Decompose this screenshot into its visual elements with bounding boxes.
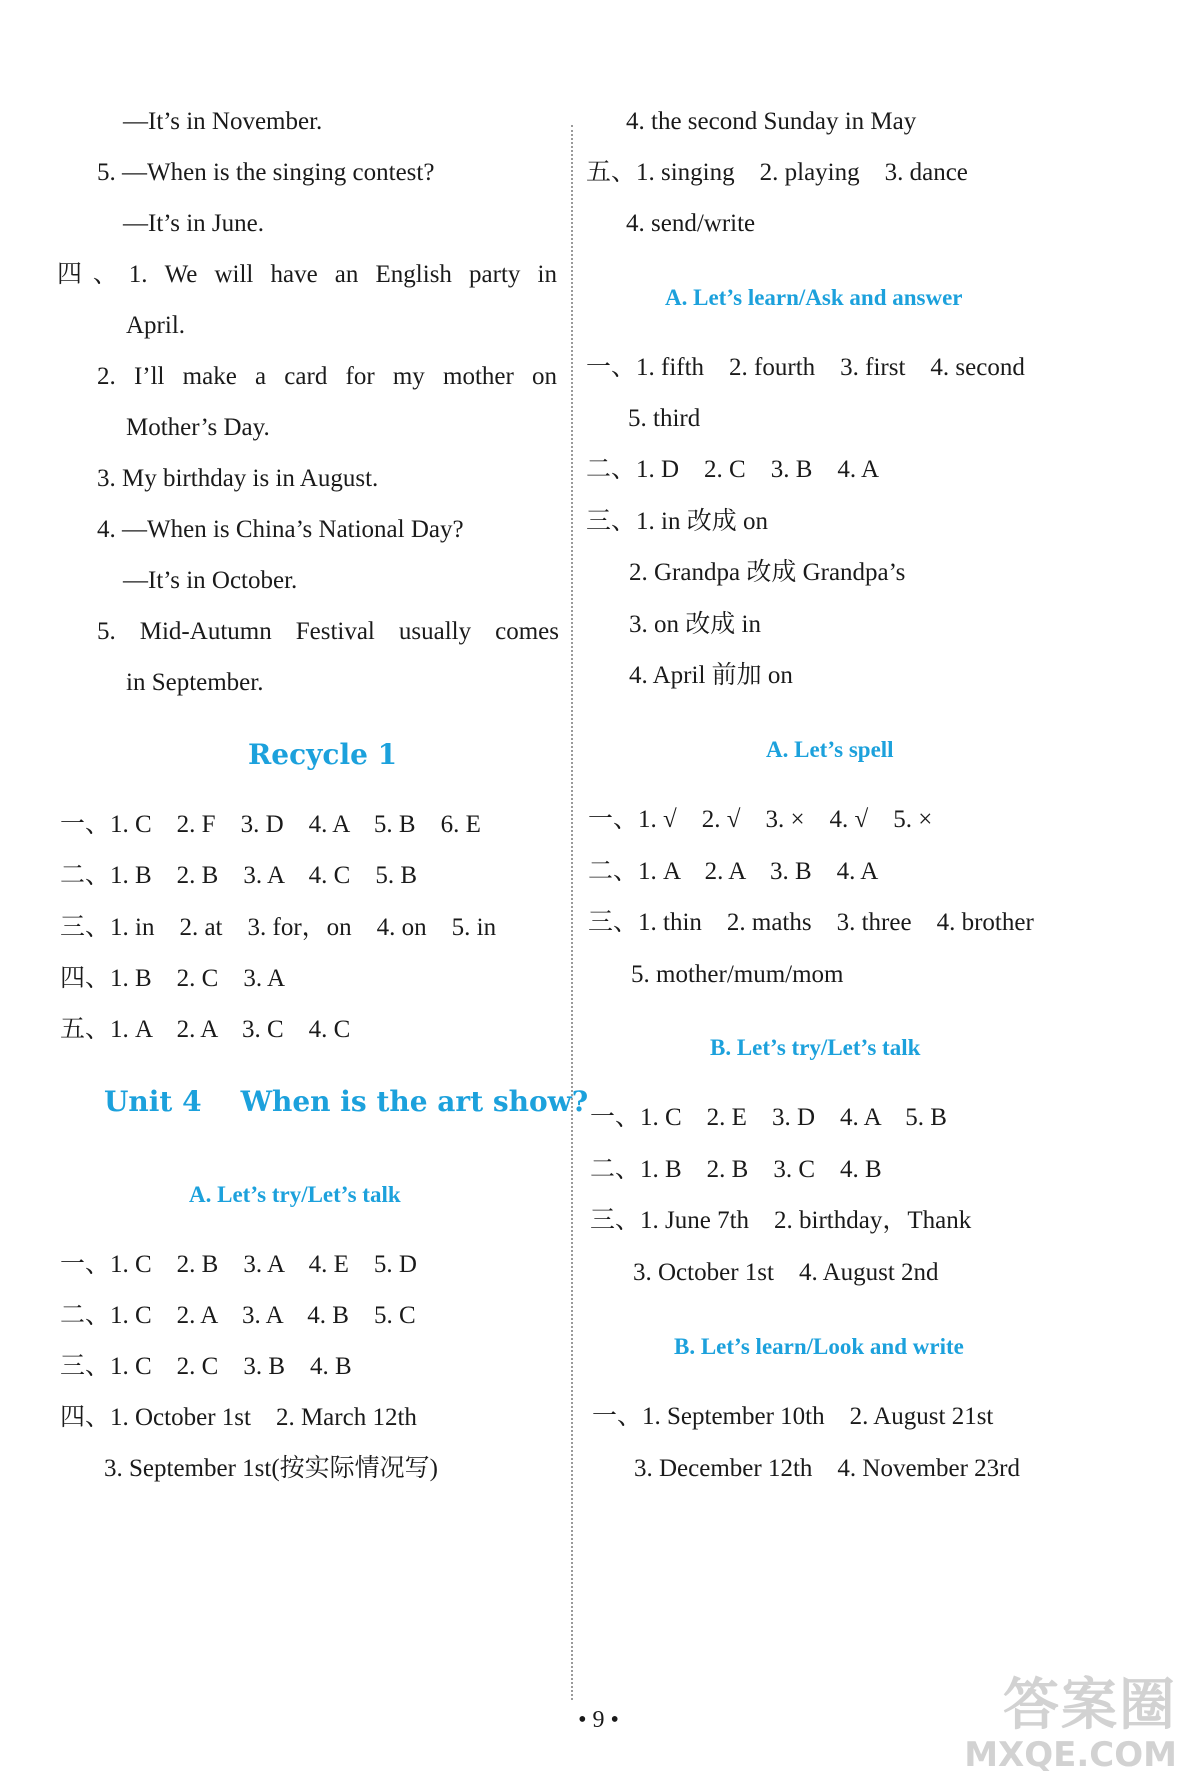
section-heading: B. Let’s try/Let’s talk: [710, 1035, 921, 1060]
answer-line: 三、1. in 2. at 3. for，on 4. on 5. in: [60, 914, 497, 941]
answer-line: 四、1. October 1st 2. March 12th: [60, 1404, 417, 1431]
column-divider: [571, 125, 573, 1700]
answer-line: 5. mother/mum/mom: [631, 961, 844, 988]
answer-line: 2. Grandpa 改成 Grandpa’s: [629, 559, 906, 586]
unit-title: Unit 4 When is the art show?: [104, 1085, 589, 1118]
answer-line: 一、1. September 10th 2. August 21st: [592, 1403, 994, 1430]
answer-line: 3. My birthday is in August.: [97, 465, 379, 492]
answer-line: 二、1. B 2. B 3. A 4. C 5. B: [60, 862, 417, 889]
section-heading: A. Let’s spell: [766, 737, 894, 762]
answer-line: 一、1. C 2. F 3. D 4. A 5. B 6. E: [60, 811, 481, 838]
answer-line: 二、1. B 2. B 3. C 4. B: [590, 1156, 882, 1183]
answer-line: 3. December 12th 4. November 23rd: [634, 1455, 1020, 1482]
answer-line: 3. September 1st(按实际情况写): [104, 1455, 438, 1482]
answer-line: 五、1. singing 2. playing 3. dance: [586, 159, 968, 186]
answer-line: 四、1. B 2. C 3. A: [60, 965, 286, 992]
answer-line: 4. —When is China’s National Day?: [97, 516, 464, 543]
answer-line: Mother’s Day.: [126, 414, 270, 441]
answer-line: 一、1. C 2. B 3. A 4. E 5. D: [60, 1251, 417, 1278]
answer-line: 三、1. in 改成 on: [586, 508, 768, 535]
answer-line: 四、1. We will have an English party in: [57, 261, 557, 288]
answer-line: 二、1. D 2. C 3. B 4. A: [586, 456, 880, 483]
answer-line: 3. October 1st 4. August 2nd: [633, 1259, 939, 1286]
section-heading: A. Let’s try/Let’s talk: [189, 1182, 401, 1207]
answer-line: in September.: [126, 669, 264, 696]
answer-line: 4. send/write: [626, 210, 756, 237]
answer-line: 一、1. C 2. E 3. D 4. A 5. B: [590, 1104, 947, 1131]
watermark-url: MXQE.COM: [964, 1735, 1177, 1775]
page-number: • 9 •: [578, 1707, 619, 1733]
answer-line: 三、1. C 2. C 3. B 4. B: [60, 1353, 352, 1380]
watermark-logo: [964, 1673, 1177, 1775]
answer-line: 4. April 前加 on: [629, 662, 793, 689]
answer-line: 二、1. C 2. A 3. A 4. B 5. C: [60, 1302, 416, 1329]
section-heading: A. Let’s learn/Ask and answer: [665, 285, 963, 310]
answer-line: —It’s in October.: [123, 567, 298, 594]
answer-line: —It’s in November.: [123, 108, 323, 135]
answer-line: April.: [126, 312, 186, 339]
answer-line: 4. the second Sunday in May: [626, 108, 917, 135]
answer-line: 2. I’ll make a card for my mother on: [97, 363, 557, 390]
answer-line: —It’s in June.: [123, 210, 264, 237]
answer-line: 五、1. A 2. A 3. C 4. C: [60, 1016, 351, 1043]
answer-line: 三、1. June 7th 2. birthday，Thank: [590, 1207, 972, 1234]
answer-line: 5. third: [628, 405, 701, 432]
answer-line: 三、1. thin 2. maths 3. three 4. brother: [588, 909, 1034, 936]
section-title-recycle: Recycle 1: [248, 738, 398, 771]
watermark-text: 答案圈: [1003, 1673, 1177, 1738]
answer-line: 一、1. √ 2. √ 3. × 4. √ 5. ×: [588, 806, 933, 833]
answer-line: 5. Mid-Autumn Festival usually comes: [97, 618, 559, 645]
answer-line: 5. —When is the singing contest?: [97, 159, 435, 186]
section-heading: B. Let’s learn/Look and write: [674, 1334, 964, 1359]
answer-line: 3. on 改成 in: [629, 611, 761, 638]
answer-line: 二、1. A 2. A 3. B 4. A: [588, 858, 879, 885]
answer-line: 一、1. fifth 2. fourth 3. first 4. second: [586, 354, 1025, 381]
